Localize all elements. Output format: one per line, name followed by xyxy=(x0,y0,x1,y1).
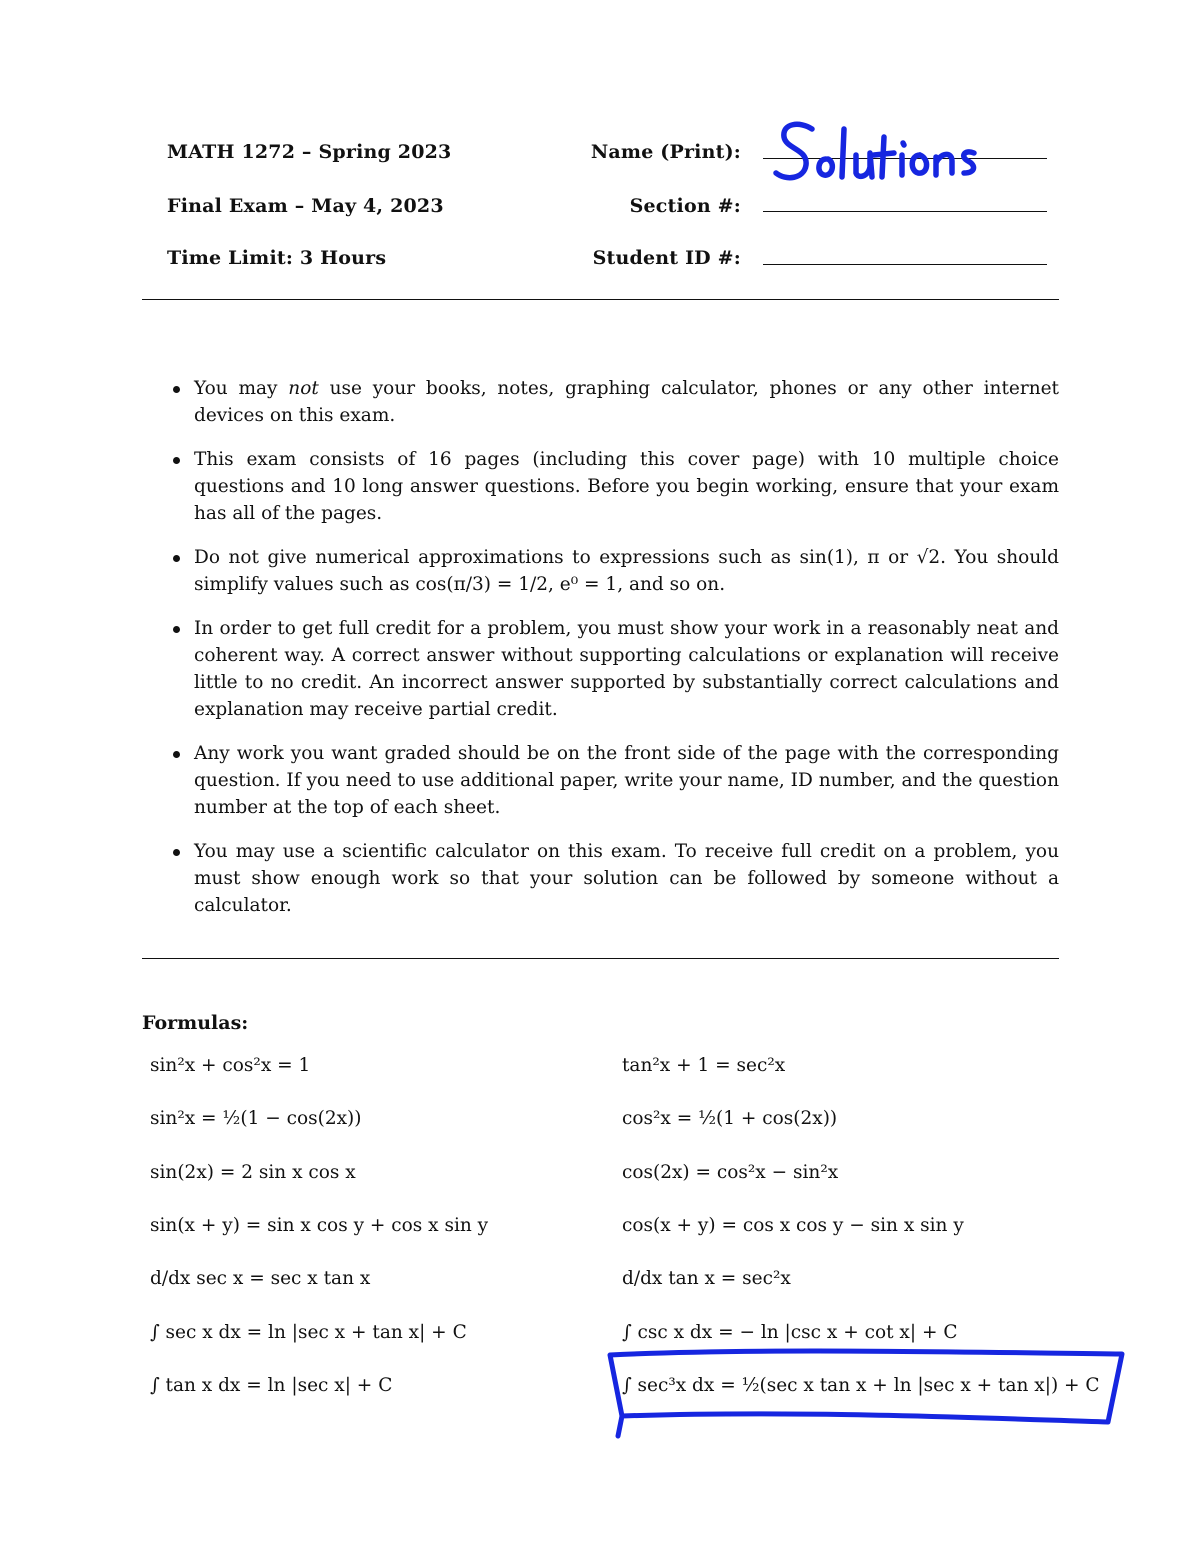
formula: ∫ csc x dx = − ln |csc x + cot x| + C xyxy=(622,1322,958,1343)
instruction-item: Do not give numerical approximations to expressions such as sin(1), π or √2. You should simplify values such as cos(π/3) = 1/2, e⁰ = 1, and so on. xyxy=(175,544,1059,598)
formula: cos(x + y) = cos x cos y − sin x sin y xyxy=(622,1215,964,1236)
bullet-icon xyxy=(173,849,180,856)
formula: cos²x = ½(1 + cos(2x)) xyxy=(622,1108,838,1129)
formula-highlighted: ∫ sec³x dx = ½(sec x tan x + ln |sec x + tan x|) + C xyxy=(622,1375,1100,1396)
formula: ∫ tan x dx = ln |sec x| + C xyxy=(150,1375,393,1396)
formula: sin²x = ½(1 − cos(2x)) xyxy=(150,1108,362,1129)
bullet-icon xyxy=(173,555,180,562)
instruction-item: You may not use your books, notes, graphing calculator, phones or any other internet devices on this exam. xyxy=(175,375,1059,429)
bullet-icon xyxy=(173,626,180,633)
instruction-item: This exam consists of 16 pages (including this cover page) with 10 multiple choice questions and 10 long answer questions. Before you begin working, ensure that your exam has all of the pages. xyxy=(175,446,1059,527)
time-limit: Time Limit: 3 Hours xyxy=(167,247,387,269)
formula: sin(x + y) = sin x cos y + cos x sin y xyxy=(150,1215,489,1236)
formulas-title: Formulas: xyxy=(142,1012,249,1034)
instruction-item: You may use a scientific calculator on this exam. To receive full credit on a problem, you must show enough work so that your solution can be followed by someone without a calculator. xyxy=(175,838,1059,919)
section-label: Section #: xyxy=(629,195,741,217)
instruction-item: Any work you want graded should be on the front side of the page with the corresponding question. If you need to use additional paper, write your name, ID number, and the question number at the top of each sheet. xyxy=(175,740,1059,821)
exam-title: Final Exam – May 4, 2023 xyxy=(167,195,444,217)
bullet-icon xyxy=(173,457,180,464)
instruction-item: In order to get full credit for a problem, you must show your work in a reasonably neat and coherent way. A correct answer without supporting calculations or explanation will receive little to no credit. An incorrect answer supported by substantially correct calculations and explanation may receive partial credit. xyxy=(175,615,1059,723)
section-field[interactable] xyxy=(763,211,1047,212)
formula: d/dx tan x = sec²x xyxy=(622,1268,791,1289)
student-id-label: Student ID #: xyxy=(592,247,741,269)
formula: tan²x + 1 = sec²x xyxy=(622,1055,786,1076)
formula: cos(2x) = cos²x − sin²x xyxy=(622,1162,839,1183)
instructions-divider xyxy=(142,958,1059,959)
handdrawn-highlight-box xyxy=(600,1340,1140,1450)
handwritten-name xyxy=(760,115,1000,195)
bullet-icon xyxy=(173,751,180,758)
formula: sin²x + cos²x = 1 xyxy=(150,1055,311,1076)
formula: d/dx sec x = sec x tan x xyxy=(150,1268,371,1289)
header-divider xyxy=(142,299,1059,300)
instructions-list xyxy=(175,375,1059,936)
name-label: Name (Print): xyxy=(590,141,741,163)
formula: ∫ sec x dx = ln |sec x + tan x| + C xyxy=(150,1322,467,1343)
student-id-field[interactable] xyxy=(763,264,1047,265)
course-title: MATH 1272 – Spring 2023 xyxy=(167,141,452,163)
bullet-icon xyxy=(173,386,180,393)
formula: sin(2x) = 2 sin x cos x xyxy=(150,1162,356,1183)
